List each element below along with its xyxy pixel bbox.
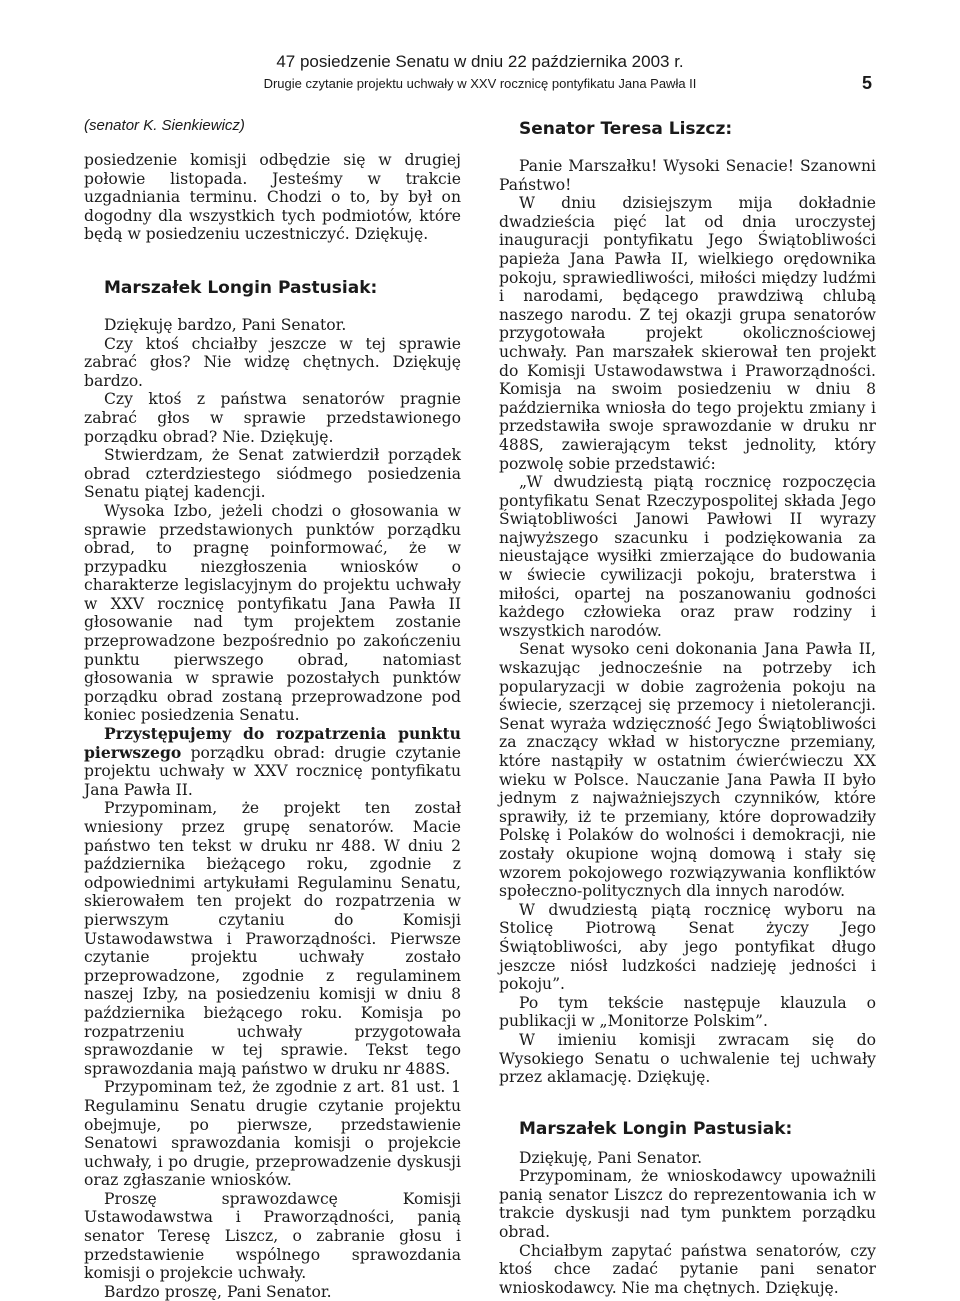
page-header (0, 0, 960, 100)
paragraph: posiedzenie komisji odbędzie się w drugiej połowie listopada. Jesteśmy w trakcie uzgadniania terminu. Chodzi o to, by był on dogodny dla wszystkich tych podmiotów, które będą w posiedzeniu uczestniczyć. Dziękuję. (84, 151, 461, 244)
paragraph: Przypominam, że projekt ten został wniesiony przez grupę senatorów. Macie państwo ten tekst w druku nr 488. W dniu 2 października bieżącego roku, zgodnie z odpowiednimi artykułami Regulaminu Senatu, skierowałem ten projekt do rozpatrzenia w pierwszym czytaniu do Komisji Ustawodawstwa i Praworządności. Pierwsze czytanie projektu uchwały zostało przeprowadzone, zgodnie z regulaminem naszej Izby, na posiedzeniu komisji w dniu 8 października bieżącego roku. Komisja po rozpatrzeniu uchwały przygotowała sprawozdanie w tej sprawie. Tekst tego sprawozdania mają państwo w druku nr 488S. (84, 799, 461, 1078)
bold-phrase: Przystępujemy do rozpatrzenia punktu pierwszego (84, 724, 461, 762)
paragraph: Proszę sprawozdawcę Komisji Ustawodawstwa i Praworządności, panią senator Teresę Liszcz, o zabranie głosu i przedstawienie wspólnego sprawozdania komisji o projekcie uchwały. (84, 1189, 461, 1283)
paragraph (84, 725, 461, 799)
paragraph-rest: porządku obrad: drugie czytanie projektu uchwały w XXV rocznicę pontyfikatu Jana Pawła II. (84, 743, 461, 799)
page-number: 5 (861, 73, 872, 93)
speaker-heading: Marszałek Longin Pastusiak: (104, 277, 378, 298)
right-column (499, 113, 876, 1297)
paragraph: W dniu dzisiejszym mija dokładnie dwadzieścia pięć lat od dnia uroczystej inauguracji pontyfikatu Jego Świątobliwości papieża Jana Pawła II, wielkiego orędownika pokoju, sprawiedliwości, miłości między ludźmi i narodami, będącego prawdziwą chlubą naszego narodu. Z tej okazji grupa senatorów przygotowała projekt okolicznościowej uchwały. Pan marszałek skierował ten projekt do Komisji Ustawodawstwa i Praworządności. Komisja na swoim posiedzeniu w dniu 8 października wniosła do tego projektu zmiany i przedstawiła swoje sprawozdanie w druku nr 488S, zawierającym tekst jednolity, który pozwolę sobie przedstawić: (499, 194, 876, 473)
paragraph: Senat wysoko ceni dokonania Jana Pawła II, wskazując jednocześnie na potrzeby ich popularyzacji w dobie zagrożenia pokoju na świecie, szerzącej się przemocy i nietolerancji. Senat wyraża wdzięczność Jego Świątobliwości za znaczący wkład w historyczne przemiany, które nastąpiły w ostatnim ćwierćwieczu XX wieku w Polsce. Nauczanie Jana Pawła II było jednym z najważniejszych czynników, które sprawiły, iż te przemiany, które doprowadziły Polskę i Polaków do wolności i demokracji, nie zostały okupione wojną domową i stały się wzorem pokojowego rozwiązywania konfliktów społeczno-politycznych dla innych narodów. (499, 640, 876, 901)
paragraph: Po tym tekście następuje klauzula o publikacji w „Monitorze Polskim”. (499, 993, 876, 1031)
speaker-note: (senator K. Sienkiewicz) (84, 117, 245, 134)
speaker-heading: Senator Teresa Liszcz: (519, 119, 733, 139)
paragraph: W dwudziestą piątą rocznicę wyboru na Stolicę Piotrową Senat życzy Jego Świątobliwości, aby jego pontyfikat długo jeszcze niósł ludzkości nadzieję jedności i pokoju”. (499, 900, 876, 994)
paragraph: „W dwudziestą piątą rocznicę rozpoczęcia pontyfikatu Senat Rzeczypospolitej składa Jego Świątobliwości Janowi Pawłowi II wyrazy najwyższego szacunku i podziękowania za nieustające wysiłki zmierzające do budowania w świecie cywilizacji pokoju, braterstwa i miłości, opartej na poszanowaniu godności każdego człowieka oraz praw rodziny i wszystkich narodów. (499, 473, 876, 640)
paragraph: W imieniu komisji zwracam się do Wysokiego Senatu o uchwalenie tej uchwały przez aklamację. Dziękuję. (499, 1030, 876, 1087)
paragraph: Bardzo proszę, Pani Senator. (104, 1282, 332, 1301)
paragraph: Panie Marszałku! Wysoki Senacie! Szanowni Państwo! (499, 157, 876, 194)
header-title: 47 posiedzenie Senatu w dniu 22 października 2003 r. (276, 52, 684, 71)
paragraph: Przypominam też, że zgodnie z art. 81 ust. 1 Regulaminu Senatu drugie czytanie projektu obejmuje, po pierwsze, przedstawienie Senatowi sprawozdania komisji o projekcie uchwały, i po drugie, przeprowadzenie dyskusji oraz zgłaszanie wniosków. (84, 1078, 461, 1190)
left-column (84, 113, 461, 1301)
paragraph: Dziękuję, Pani Senator. (519, 1148, 703, 1167)
paragraph: Dziękuję bardzo, Pani Senator. (104, 315, 347, 334)
paragraph: Przypominam, że wnioskodawcy upoważnili panią senator Liszcz do reprezentowania ich w trakcie dyskusji nad tym punktem porządku obrad. (499, 1167, 876, 1242)
speaker-heading: Marszałek Longin Pastusiak: (519, 1118, 793, 1139)
paragraph: Wysoka Izbo, jeżeli chodzi o głosowania w sprawie przedstawionych punktów porządku obrad, to pragnę poinformować, że w przypadku niezgłoszenia wniosków o charakterze legislacyjnym do projektu uchwały w XXV rocznicę pontyfikatu Jana Pawła II głosowanie nad tym projektem zostanie przeprowadzone bezpośrednio po zakończeniu punktu pierwszego obrad, natomiast głosowania w sprawie pozostałych punktów porządku obrad zostaną przeprowadzone pod koniec posiedzenia Senatu. (84, 501, 461, 725)
paragraph: Chciałbym zapytać państwa senatorów, czy ktoś chce zadać pytanie pani senator wnioskodawcy. Nie ma chętnych. Dziękuję. (499, 1241, 876, 1297)
paragraph: Stwierdzam, że Senat zatwierdził porządek obrad czterdziestego siódmego posiedzenia Senatu piątej kadencji. (84, 446, 461, 502)
paragraph: Czy ktoś chciałby jeszcze w tej sprawie zabrać głos? Nie widzę chętnych. Dziękuję bardzo. (84, 334, 461, 390)
paragraph: Czy ktoś z państwa senatorów pragnie zabrać głos w sprawie przedstawionego porządku obrad? Nie. Dziękuję. (84, 390, 461, 446)
header-subtitle: Drugie czytanie projektu uchwały w XXV rocznicę pontyfikatu Jana Pawła II (263, 76, 697, 91)
